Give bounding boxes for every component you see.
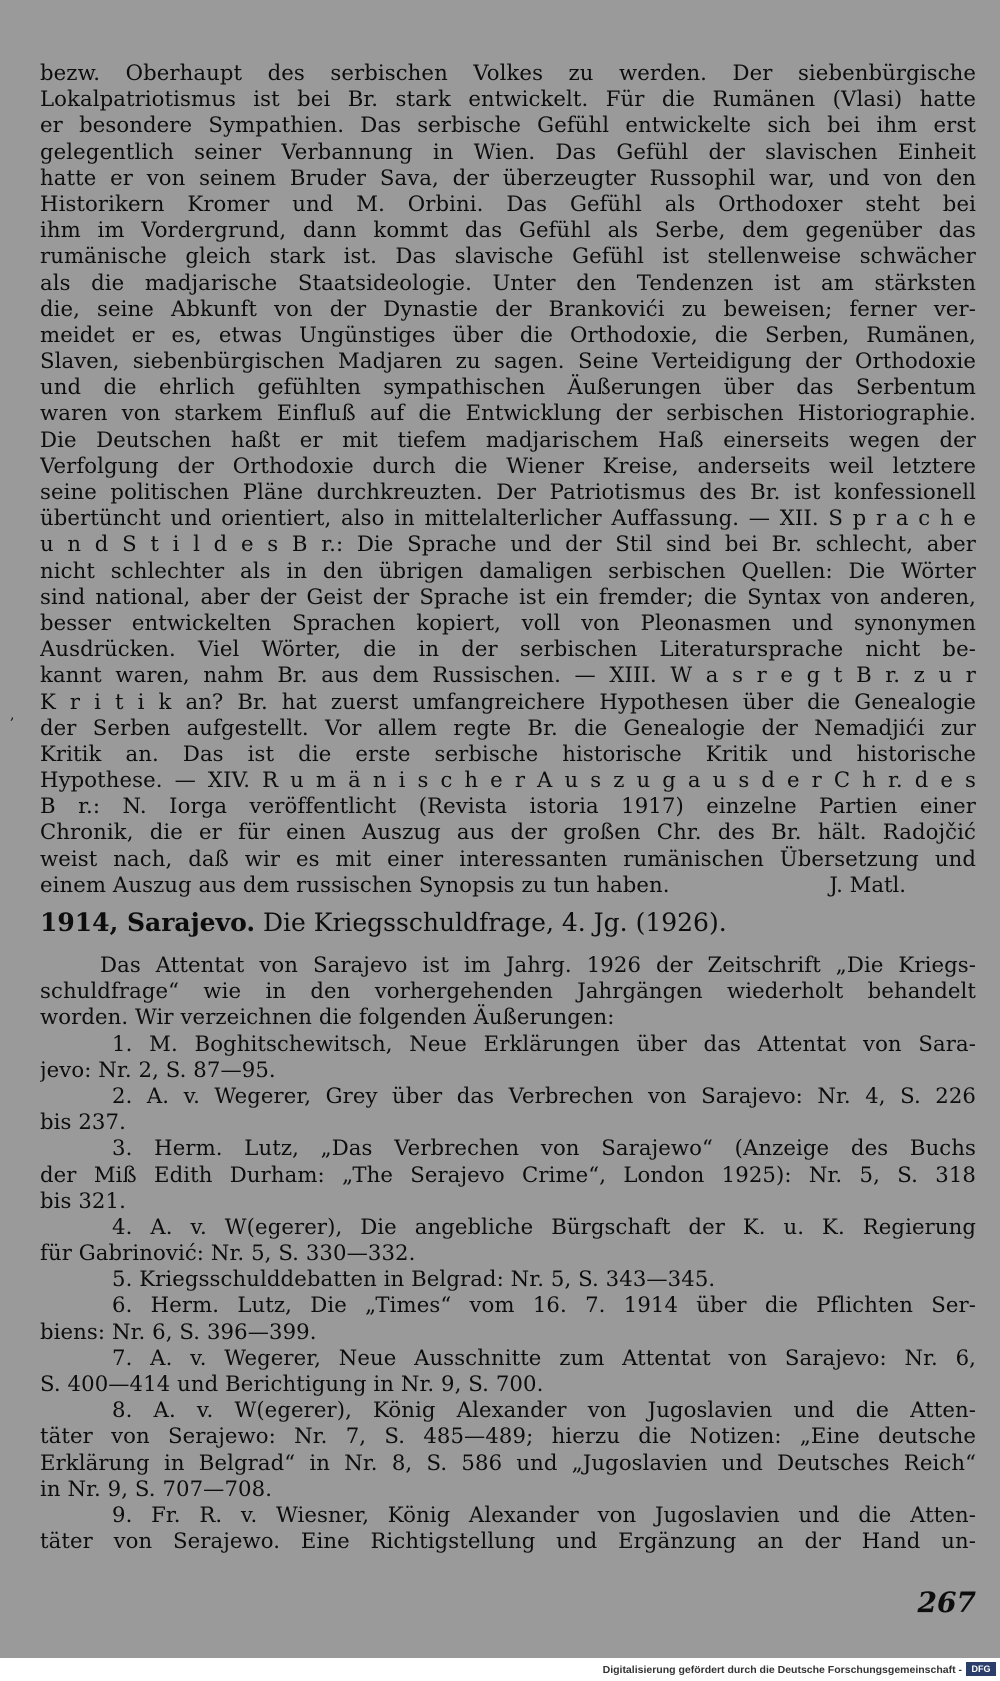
bibliography-block [40, 952, 976, 1554]
section-heading [40, 906, 727, 940]
entry-line: 3. Herm. Lutz, „Das Verbrechen von Sarajewo“ (Anzeige des Buchs [112, 1135, 976, 1161]
review-line: Historikern Kromer und M. Orbini. Das Gefühl als Orthodoxer steht bei [40, 190, 976, 216]
digitization-footer [0, 1658, 1000, 1681]
review-signature: J. Matl. [829, 872, 906, 898]
review-line: er besondere Sympathien. Das serbische Gefühl entwickelte sich bei ihm erst [40, 112, 976, 138]
entry-line: in Nr. 9, S. 707—708. [40, 1475, 273, 1501]
entry-line: der Miß Edith Durham: „The Serajevo Crime“, London 1925): Nr. 5, S. 318 [40, 1161, 976, 1187]
entry-line: biens: Nr. 6, S. 396—399. [40, 1318, 317, 1344]
review-line: übertüncht und orientiert, also in mittelalterlicher Auffassung. — XII. S p r a c h e [40, 505, 976, 531]
entry-line: für Gabrinović: Nr. 5, S. 330—332. [40, 1240, 416, 1266]
review-line: der Serben aufgestellt. Vor allem regte Br. die Genealogie der Nemadjići zur [40, 714, 976, 740]
review-line: B r.: N. Iorga veröffentlicht (Revista istoria 1917) einzelne Partien einer [40, 793, 976, 819]
entry-line: täter von Serajewo: Nr. 7, S. 485—489; hierzu die Notizen: „Eine deutsche [40, 1423, 976, 1449]
review-line: und die ehrlich gefühlten sympathischen Äußerungen über das Serbentum [40, 374, 976, 400]
review-line: Slaven, siebenbürgischen Madjaren zu sagen. Seine Verteidigung der Orthodoxie [40, 348, 976, 374]
review-line: Lokalpatriotismus ist bei Br. stark entwickelt. Für die Rumänen (Vlasi) hatte [40, 86, 976, 112]
dfg-logo: DFG [966, 1662, 996, 1676]
review-line: einem Auszug aus dem russischen Synopsis zu tun haben. [40, 871, 670, 897]
entry-line: bis 237. [40, 1109, 126, 1135]
review-line: sind national, aber der Geist der Sprache ist ein fremder; die Syntax von anderen, [40, 583, 976, 609]
review-line: u n d S t i l d e s B r.: Die Sprache und der Stil sind bei Br. schlecht, aber [40, 531, 976, 557]
intro-line: worden. Wir verzeichnen die folgenden Äußerungen: [40, 1004, 615, 1030]
review-line: seine politischen Pläne durchkreuzten. Der Patriotismus des Br. ist konfessionell [40, 479, 976, 504]
entry-line: 1. M. Boghitschewitsch, Neue Erklärungen über das Attentat von Sara- [112, 1030, 976, 1056]
review-line: Die Deutschen haßt er mit tiefem madjarischem Haß einerseits wegen der [40, 426, 976, 452]
review-line: ihm im Vordergrund, dann kommt das Gefühl als Serbe, dem gegenüber das [40, 217, 976, 243]
review-line: Ausdrücken. Viel Wörter, die in der serbischen Literatursprache nicht be- [40, 636, 976, 662]
review-line: gelegentlich seiner Verbannung in Wien. Das Gefühl der slavischen Einheit [40, 138, 976, 164]
review-line: Chronik, die er für einen Auszug aus der großen Chr. des Br. hält. Radojčić [40, 819, 976, 845]
review-line: waren von starkem Einfluß auf die Entwicklung der serbischen Historiographie. [40, 400, 976, 426]
review-line: Hypothese. — XIV. R u m ä n i s c h e r A u s z u g a u s d e r C h r. d e s [40, 767, 976, 793]
review-line: nicht schlechter als in den übrigen damaligen serbischen Quellen: Die Wörter [40, 557, 976, 583]
review-text-block [40, 60, 976, 898]
review-line: meidet er es, etwas Ungünstiges über die Orthodoxie, die Serben, Rumänen, [40, 321, 976, 347]
entry-line: 7. A. v. Wegerer, Neue Ausschnitte zum Attentat von Sarajevo: Nr. 6, [112, 1344, 976, 1370]
review-line: Kritik an. Das ist die erste serbische historische Kritik und historische [40, 740, 976, 766]
entry-line: 5. Kriegsschulddebatten in Belgrad: Nr. 5, S. 343—345. [112, 1266, 716, 1292]
review-line: als die madjarische Staatsideologie. Unter den Tendenzen ist am stärksten [40, 269, 976, 295]
intro-line: Das Attentat von Sarajevo ist im Jahrg. 1926 der Zeitschrift „Die Kriegs- [100, 952, 976, 977]
review-line: bezw. Oberhaupt des serbischen Volkes zu werden. Der siebenbürgische [40, 60, 976, 85]
review-line: K r i t i k an? Br. hat zuerst umfangreichere Hypothesen über die Genealogie [40, 688, 976, 714]
review-line: weist nach, daß wir es mit einer interessanten rumänischen Übersetzung und [40, 845, 976, 871]
intro-line: schuldfrage“ wie in den vorhergehenden Jahrgängen wiederholt behandelt [40, 978, 976, 1004]
entry-line: 4. A. v. W(egerer), Die angebliche Bürgschaft der K. u. K. Regierung [112, 1213, 976, 1239]
entry-line: 6. Herm. Lutz, Die „Times“ vom 16. 7. 1914 über die Pflichten Ser- [112, 1292, 976, 1318]
heading-bold: 1914, Sarajevo. [40, 908, 256, 937]
entry-line: 8. A. v. W(egerer), König Alexander von Jugoslavien und die Atten- [112, 1397, 976, 1423]
entry-line: jevo: Nr. 2, S. 87—95. [40, 1056, 276, 1082]
footer-credit: Digitalisierung gefördert durch die Deutsche Forschungsgemeinschaft - [602, 1664, 962, 1676]
review-line: Verfolgung der Orthodoxie durch die Wiener Kreise, anderseits weil letztere [40, 452, 976, 478]
review-line: die, seine Abkunft von der Dynastie der Brankovići zu beweisen; ferner ver- [40, 295, 976, 321]
review-line: besser entwickelten Sprachen kopiert, voll von Pleonasmen und synonymen [40, 609, 976, 635]
review-line: kannt waren, nahm Br. aus dem Russischen. — XIII. W a s r e g t B r. z u r [40, 662, 976, 688]
entry-line: S. 400—414 und Berichtigung in Nr. 9, S. 700. [40, 1371, 544, 1396]
entry-line: täter von Serajewo. Eine Richtigstellung und Ergänzung an der Hand un- [40, 1528, 976, 1554]
page-number: 267 [917, 1586, 976, 1619]
entry-line: Erklärung in Belgrad“ in Nr. 8, S. 586 und „Jugoslavien und Deutsches Reich“ [40, 1449, 976, 1475]
entry-line: bis 321. [40, 1187, 126, 1213]
entry-line: 2. A. v. Wegerer, Grey über das Verbrechen von Sarajevo: Nr. 4, S. 226 [112, 1082, 976, 1108]
entry-line: 9. Fr. R. v. Wiesner, König Alexander von Jugoslavien und die Atten- [112, 1501, 976, 1527]
stray-mark: , [10, 707, 15, 723]
review-line: hatte er von seinem Bruder Sava, der überzeugter Russophil war, und von den [40, 164, 976, 190]
heading-title: Die Kriegsschuldfrage, 4. Jg. (1926). [262, 908, 727, 937]
review-line: rumänische gleich stark ist. Das slavische Gefühl ist stellenweise schwächer [40, 243, 976, 269]
